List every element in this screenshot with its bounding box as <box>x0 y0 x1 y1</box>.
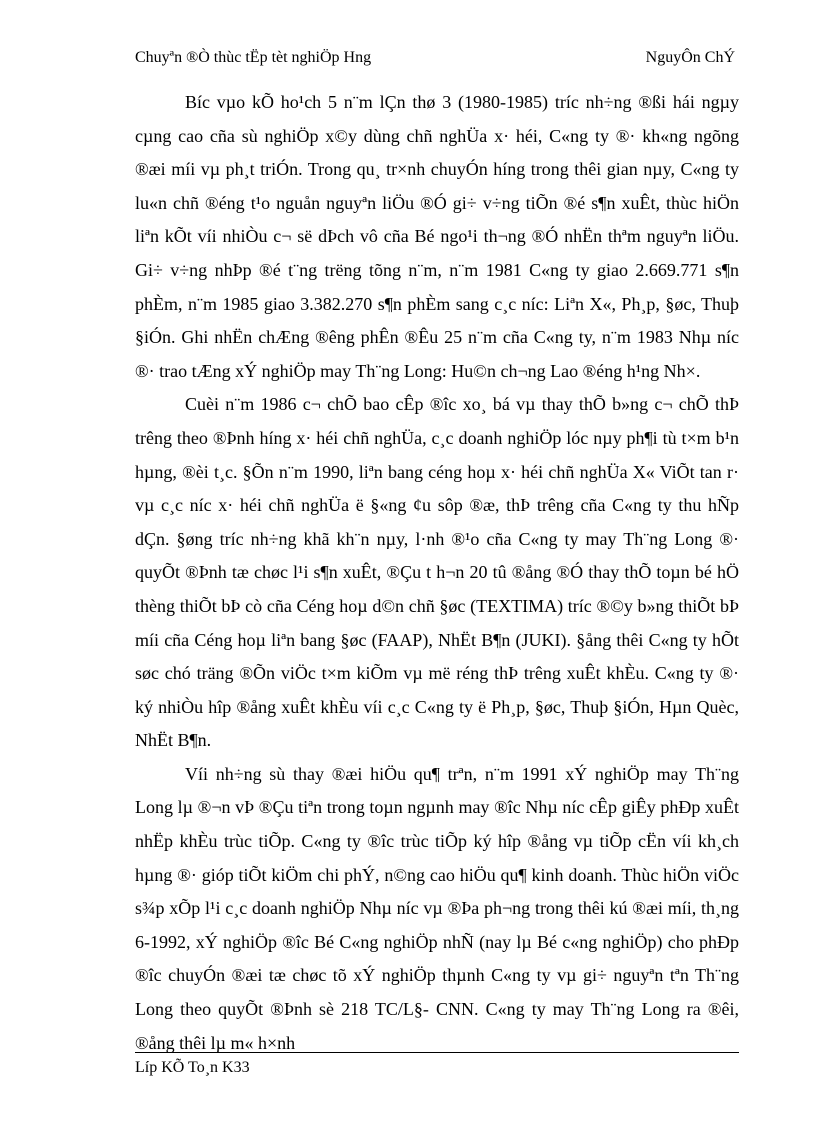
footer-divider <box>135 1052 739 1053</box>
header-document-title: Chuyªn ®Ò thùc tËp tèt nghiÖp Hng <box>135 49 372 66</box>
paragraph-1: Bíc vµo kÕ ho¹ch 5 n¨m lÇn thø 3 (1980-1985) tríc nh÷ng ®ßi hái ngµy cµng cao cña sù nghiÖp x©y dùng chñ nghÜa x· héi, C«ng ty ®· kh«ng ngõng ®æi míi vµ ph¸t triÓn. Trong qu¸ tr×nh chuyÓn híng trong thêi gian nµy, C«ng ty lu«n chñ ®éng t¹o nguån nguyªn liÖu ®Ó gi÷ v÷ng tiÕn ®é s¶n xuÊt, thùc hiÖn liªn kÕt víi nhiÒu c¬ së dÞch vô cña Bé ngo¹i th¬ng ®Ó nhËn thªm nguyªn liÖu. Gi÷ v÷ng nhÞp ®é t¨ng trëng tõng n¨m, n¨m 1981 C«ng ty giao 2.669.771 s¶n phÈm, n¨m 1985 giao 3.382.270 s¶n phÈm sang c¸c níc: Liªn X«, Ph¸p, §øc, Thuþ §iÓn. Ghi nhËn chÆng ®êng phÊn ®Êu 25 n¨m cña C«ng ty, n¨m 1983 Nhµ níc ®· trao tÆng xÝ nghiÖp may Th¨ng Long: Hu©n ch¬ng Lao ®éng h¹ng Nh×. <box>135 92 739 381</box>
paragraph-3: Víi nh÷ng sù thay ®æi hiÖu qu¶ trªn, n¨m 1991 xÝ nghiÖp may Th¨ng Long lµ ®¬n vÞ ®Çu tiªn trong toµn ngµnh may ®îc Nhµ níc cÊp giÊy phÐp xuÊt nhËp khÈu trùc tiÕp. C«ng ty ®îc trùc tiÕp ký hîp ®ång vµ tiÕp cËn víi kh¸ch hµng ®· gióp tiÕt kiÖm chi phÝ, n©ng cao hiÖu qu¶ kinh doanh. Thùc hiÖn viÖc s¾p xÕp l¹i c¸c doanh nghiÖp Nhµ níc vµ ®Þa ph¬ng trong thêi kú ®æi míi, th¸ng 6-1992, xÝ nghiÖp ®îc Bé C«ng nghiÖp nhÑ (nay lµ Bé c«ng nghiÖp) cho phÐp ®îc chuyÓn ®æi tæ chøc tõ xÝ nghiÖp thµnh C«ng ty vµ gi÷ nguyªn tªn Th¨ng Long theo quyÕt ®Þnh sè 218 TC/L§- CNN. C«ng ty may Th¨ng Long ra ®êi, ®ång thêi lµ m« h×nh <box>135 763 739 1053</box>
body-text <box>135 86 739 1060</box>
footer-class-label: Líp KÕ To¸n K33 <box>135 1059 250 1076</box>
paragraph-2: Cuèi n¨m 1986 c¬ chÕ bao cÊp ®îc xo¸ bá vµ thay thÕ b»ng c¬ chÕ thÞ trêng theo ®Þnh híng x· héi chñ nghÜa, c¸c doanh nghiÖp lóc nµy ph¶i tù t×m b¹n hµng, ®èi t¸c. §Õn n¨m 1990, liªn bang céng hoµ x· héi chñ nghÜa X« ViÕt tan r· vµ c¸c níc x· héi chñ nghÜa ë §«ng ¢u sôp ®æ, thÞ trêng cña C«ng ty thu hÑp dÇn. §øng tríc nh÷ng khã kh¨n nµy, l·nh ®¹o cña C«ng ty may Th¨ng Long ®· quyÕt ®Þnh tæ chøc l¹i s¶n xuÊt, ®Çu t h¬n 20 tû ®ång ®Ó thay thÕ toµn bé hÖ thèng thiÕt bÞ cò cña Céng hoµ d©n chñ §øc (TEXTIMA) tríc ®©y b»ng thiÕt bÞ míi cña Céng hoµ liªn bang §øc (FAAP), NhËt B¶n (JUKI). §ång thêi C«ng ty hÕt søc chó träng ®Õn viÖc t×m kiÕm vµ më réng thÞ trêng xuÊt khÈu. C«ng ty ®· ký nhiÒu hîp ®ång xuÊt khÈu víi c¸c C«ng ty ë Ph¸p, §øc, Thuþ §iÓn, Hµn Quèc, NhËt B¶n. <box>135 394 739 751</box>
header-author-name: NguyÔn ChÝ <box>645 49 735 66</box>
